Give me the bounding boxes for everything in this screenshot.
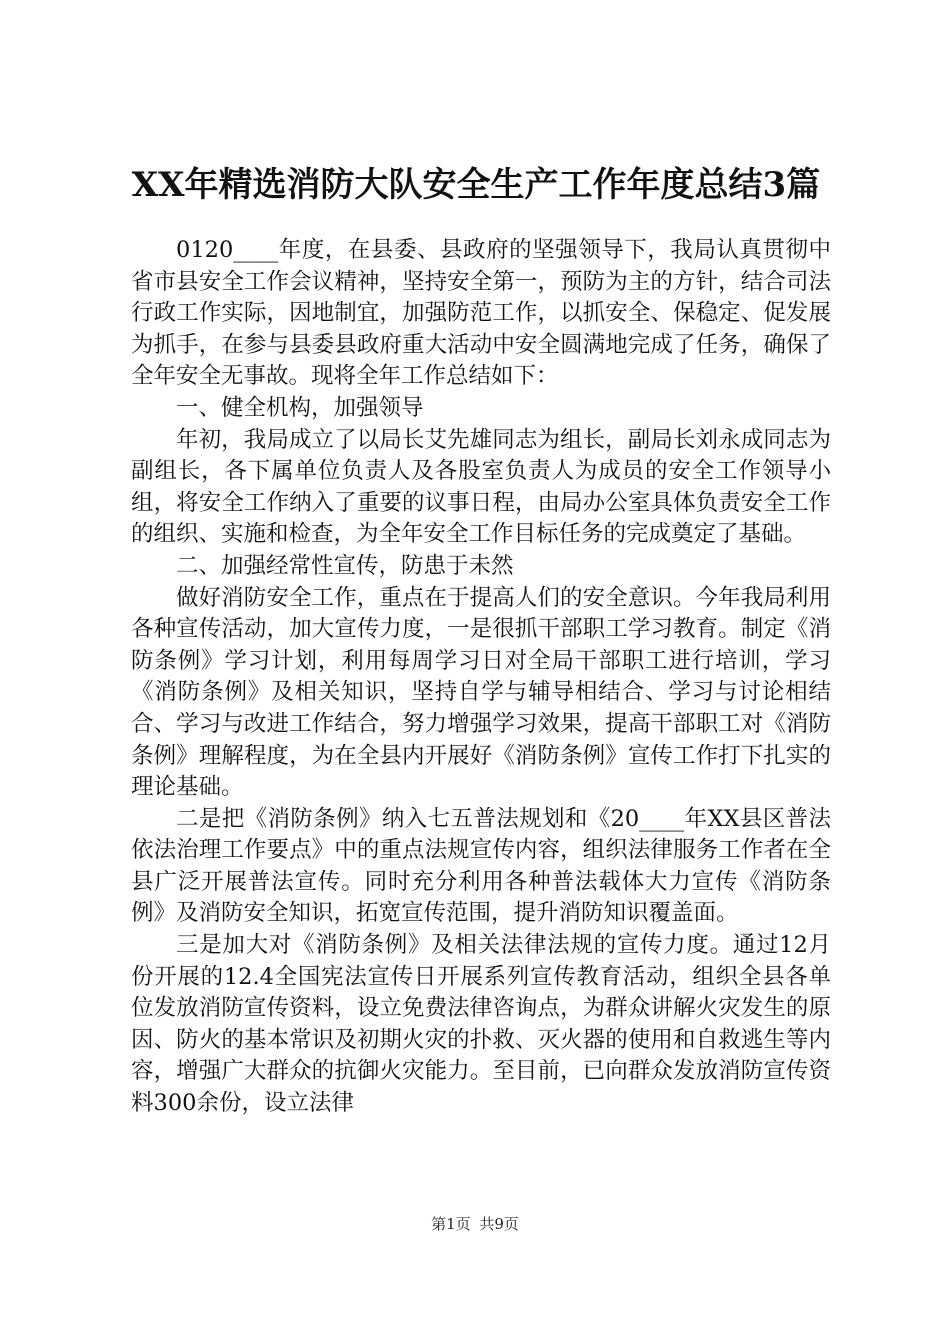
document-body: [131, 235, 831, 1120]
page-total: 共9页: [479, 1215, 519, 1233]
section-heading-2: 二、加强经常性宣传，防患于未然: [176, 552, 514, 579]
page-footer: [0, 1214, 950, 1234]
paragraph-section-2-a: 做好消防安全工作，重点在于提高人们的安全意识。今年我局利用各种宣传活动，加大宣传力度，一是很抓干部职工学习教育。制定《消防条例》学习计划，利用每周学习日对全局干部职工进行培训，学习《消防条例》及相关知识，坚持自学与辅导相结合、学习与讨论相结合、学习与改进工作结合，努力增强学习效果，提高干部职工对《消防条例》理解程度，为在全县内开展好《消防条例》宣传工作打下扎实的理论基础。: [131, 584, 831, 801]
document-title: XX年精选消防大队安全生产工作年度总结3篇: [131, 165, 821, 205]
page-number: 第1页: [431, 1215, 471, 1233]
paragraph-section-1: 年初，我局成立了以局长艾先雄同志为组长，副局长刘永成同志为副组长，各下属单位负责人及各股室负责人为成员的安全工作领导小组，将安全工作纳入了重要的议事日程，由局办公室具体负责安全工作的组织、实施和检查，为全年安全工作目标任务的完成奠定了基础。: [131, 426, 831, 548]
section-heading-1: 一、健全机构，加强领导: [176, 394, 424, 421]
paragraph-section-2-b: 二是把《消防条例》纳入七五普法规划和《20____年XX县区普法依法治理工作要点》中的重点法规宣传内容，组织法律服务工作者在全县广泛开展普法宣传。同时充分利用各种普法载体大力宣传《消防条例》及消防安全知识，拓宽宣传范围，提升消防知识覆盖面。: [131, 805, 831, 927]
paragraph-intro: 0120____年度，在县委、县政府的坚强领导下，我局认真贯彻中省市县安全工作会议精神，坚持安全第一，预防为主的方针，结合司法行政工作实际，因地制宜，加强防范工作，以抓安全、保稳定、促发展为抓手，在参与县委县政府重大活动中安全圆满地完成了任务，确保了全年安全无事故。现将全年工作总结如下：: [131, 237, 831, 390]
paragraph-section-2-c: 三是加大对《消防条例》及相关法律法规的宣传力度。通过12月份开展的12.4全国宪法宣传日开展系列宣传教育活动，组织全县各单位发放消防宣传资料，设立免费法律咨询点，为群众讲解火灾发生的原因、防火的基本常识及初期火灾的扑救、灭火器的使用和自救逃生等内容，增强广大群众的抗御火灾能力。至目前，已向群众发放消防宣传资料300余份，设立法律: [131, 932, 831, 1117]
